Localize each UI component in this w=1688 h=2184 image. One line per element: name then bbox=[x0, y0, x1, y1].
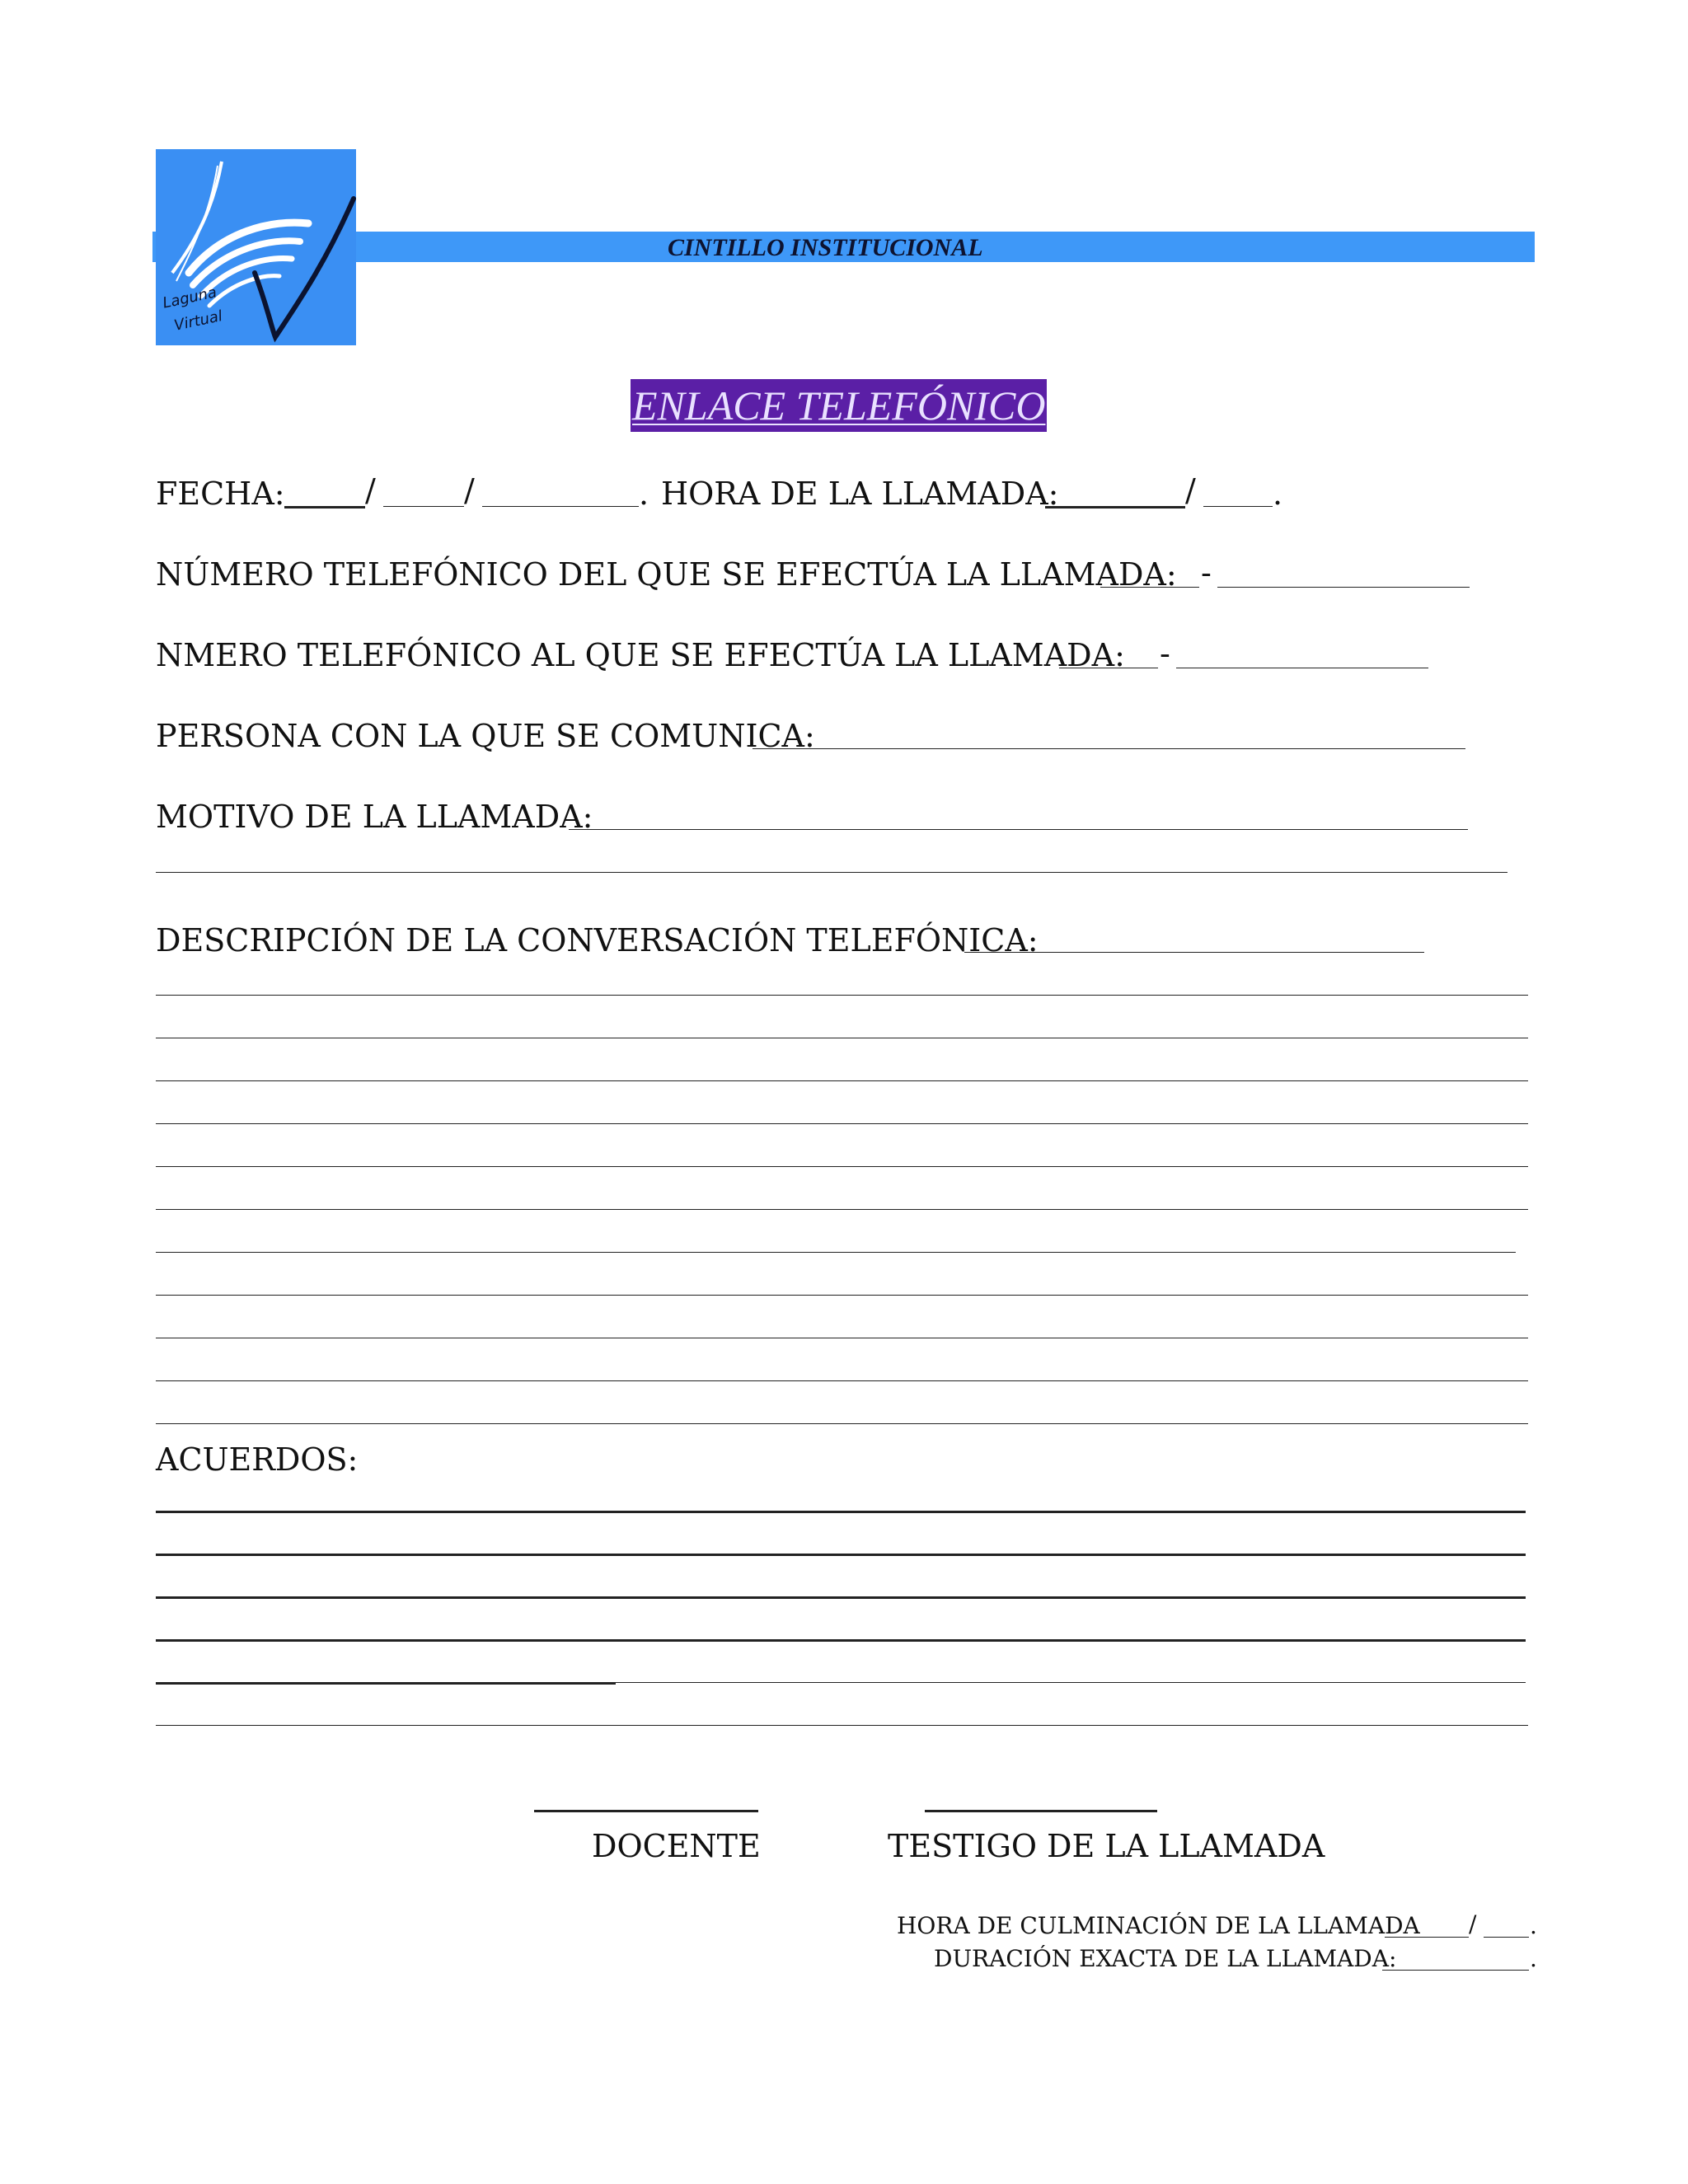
to-number-label: NMERO TELEFÓNICO AL QUE SE EFECTÚA LA LLAMADA: bbox=[156, 637, 1125, 673]
description-line[interactable] bbox=[156, 1080, 1528, 1081]
agreements-line[interactable] bbox=[616, 1682, 1526, 1683]
description-line[interactable] bbox=[156, 1252, 1516, 1253]
logo bbox=[156, 149, 356, 345]
description-line[interactable] bbox=[156, 995, 1528, 996]
agreements-line[interactable] bbox=[156, 1554, 1526, 1556]
agreements-line[interactable] bbox=[156, 1725, 1528, 1726]
teacher-label: DOCENTE bbox=[592, 1828, 761, 1864]
form-title: ENLACE TELEFÓNICO bbox=[631, 379, 1047, 432]
date-separator: / bbox=[464, 472, 475, 509]
number-dash: - bbox=[1160, 635, 1170, 672]
number-dash: - bbox=[1201, 555, 1212, 591]
logo-text-1: Laguna bbox=[161, 284, 218, 312]
date-day-field[interactable] bbox=[284, 506, 365, 509]
teacher-signature-line[interactable] bbox=[534, 1810, 758, 1812]
date-separator: / bbox=[365, 472, 376, 509]
reason-label: MOTIVO DE LA LLAMADA: bbox=[156, 799, 593, 835]
witness-label: TESTIGO DE LA LLAMADA bbox=[888, 1828, 1325, 1864]
witness-signature-line[interactable] bbox=[925, 1810, 1157, 1812]
logo-text-2: Virtual bbox=[172, 307, 224, 335]
call-time-label: HORA DE LA LLAMADA: bbox=[661, 476, 1059, 512]
description-line[interactable] bbox=[156, 1380, 1528, 1381]
duration-label: DURACIÓN EXACTA DE LA LLAMADA: bbox=[934, 1945, 1397, 1972]
end-time-hour-field[interactable] bbox=[1385, 1937, 1469, 1938]
end-time-minute-field[interactable] bbox=[1484, 1937, 1529, 1938]
description-field[interactable] bbox=[964, 952, 1424, 953]
agreements-line[interactable] bbox=[156, 1682, 616, 1685]
from-number-label: NÚMERO TELEFÓNICO DEL QUE SE EFECTÚA LA LLAMADA: bbox=[156, 556, 1177, 593]
end-time-separator: / bbox=[1469, 1910, 1477, 1938]
punctuation-dot: . bbox=[639, 476, 649, 512]
date-month-field[interactable] bbox=[383, 506, 464, 507]
call-time-hour-field[interactable] bbox=[1045, 506, 1185, 509]
person-label: PERSONA CON LA QUE SE COMUNICA: bbox=[156, 718, 815, 754]
description-label: DESCRIPCIÓN DE LA CONVERSACIÓN TELEFÓNICA: bbox=[156, 922, 1039, 958]
punctuation-dot: . bbox=[1273, 476, 1283, 512]
reason-field-line-2[interactable] bbox=[156, 872, 1507, 873]
person-field[interactable] bbox=[753, 748, 1465, 749]
description-line[interactable] bbox=[156, 1209, 1528, 1210]
description-line[interactable] bbox=[156, 1123, 1528, 1124]
duration-field[interactable] bbox=[1382, 1970, 1529, 1971]
description-line[interactable] bbox=[156, 1166, 1528, 1167]
agreements-line[interactable] bbox=[156, 1639, 1526, 1642]
date-year-field[interactable] bbox=[482, 506, 639, 507]
agreements-line[interactable] bbox=[156, 1596, 1526, 1599]
end-time-label: HORA DE CULMINACIÓN DE LA LLAMADA bbox=[897, 1912, 1420, 1939]
punctuation-dot: . bbox=[1530, 1945, 1537, 1972]
reason-field[interactable] bbox=[569, 829, 1468, 830]
banner-text: CINTILLO INSTITUCIONAL bbox=[668, 234, 983, 261]
from-area-code-field[interactable] bbox=[1100, 587, 1199, 588]
agreements-line[interactable] bbox=[156, 1511, 1526, 1513]
agreements-label: ACUERDOS: bbox=[156, 1441, 359, 1478]
description-line[interactable] bbox=[156, 1423, 1528, 1424]
date-label: FECHA: bbox=[156, 476, 285, 512]
punctuation-dot: . bbox=[1530, 1912, 1537, 1939]
description-line[interactable] bbox=[156, 1295, 1528, 1296]
call-time-minute-field[interactable] bbox=[1203, 506, 1273, 507]
time-separator: / bbox=[1185, 472, 1196, 509]
from-number-field[interactable] bbox=[1217, 587, 1470, 588]
